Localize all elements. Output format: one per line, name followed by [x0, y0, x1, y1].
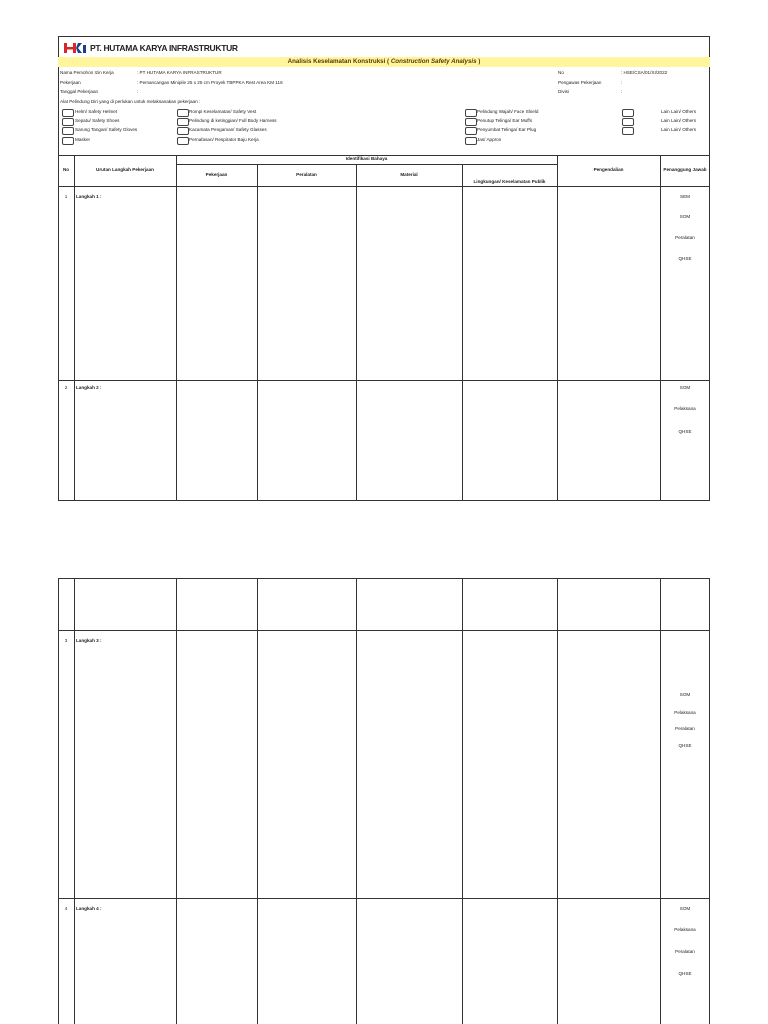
col-header-pekerjaan: Pekerjaan [205, 172, 228, 177]
col-header-no: No [62, 167, 70, 172]
apd-checkbox[interactable] [465, 109, 477, 117]
apd-checkbox[interactable] [622, 109, 634, 117]
pekerjaan-value: : Pemancangan Minipile 25 x 25 cm Proyek TBPPKA Rest Area KM 116 [137, 80, 283, 85]
company-logo-icon [64, 41, 88, 55]
page-title: Analisis Keselamatan Konstruksi ( Construction Safety Analysis ) [287, 58, 481, 65]
col-header-urutan: Urutan Langkah Pekerjaan [96, 167, 154, 172]
row-pj: Pelaksana [674, 710, 696, 715]
apd-label: Pelindung Wajah/ Face Shield [477, 109, 539, 114]
col-header-peralatan: Peralatan [296, 172, 317, 177]
apd-checkbox[interactable] [177, 118, 189, 126]
pemohon-value: : PT HUTAMA KARYA INFRASTRUKTUR [137, 70, 222, 75]
divisi-value: : [621, 89, 623, 94]
apd-checkbox[interactable] [465, 127, 477, 135]
apd-label: Penutup Telinga/ Ear Muffs [477, 118, 532, 123]
row-step: Langkah 2 : [76, 385, 102, 390]
apd-checkbox[interactable] [465, 118, 477, 126]
row-pj: QHSE [678, 429, 692, 434]
row-step: Langkah 4 : [76, 906, 102, 911]
apd-label: Kacamata Pengaman/ Safety Glasses [189, 127, 267, 132]
pengawas-value: : [621, 80, 623, 85]
apd-label: Jas/ Appron [477, 137, 502, 142]
apd-checkbox[interactable] [62, 118, 74, 126]
row-pj: Peralatan [675, 235, 695, 240]
row-step: Langkah 3 : [76, 638, 102, 643]
col-header-lingkungan: Lingkungan/ Keselamatan Publik [473, 179, 546, 184]
col-header-pengendalian: Pengendalian [593, 167, 624, 172]
apd-intro: Alat Pelindung Diri yang di perlukan untuk melaksanakan pekerjaan : [60, 99, 201, 104]
pengawas-label: Pengawas Pekerjaan [558, 80, 602, 85]
row-no: 2 [64, 385, 68, 390]
row-pj: SOM [679, 385, 691, 390]
tanggal-label: Tanggal Pekerjaan [60, 89, 99, 94]
row-pj: Peralatan [675, 949, 695, 954]
apd-checkbox[interactable] [622, 127, 634, 135]
row-no: 4 [64, 906, 68, 911]
row-pj: SOM [679, 214, 691, 219]
apd-label: Helm/ Safety Helmet [75, 109, 118, 114]
col-header-material: Material [400, 172, 418, 177]
pekerjaan-label: Pekerjaan [60, 80, 81, 85]
row-pj: SEM [680, 194, 690, 199]
row-pj: QHSE [678, 743, 692, 748]
no-label: No [558, 70, 564, 75]
no-value: : HSE/CSA/01/XI/2022 [621, 70, 668, 75]
row-no: 1 [64, 194, 68, 199]
apd-label: Sepatu/ Safety Shoes [75, 118, 120, 123]
apd-checkbox[interactable] [62, 127, 74, 135]
apd-label: Pernafasan/ Respirator Baju Kerja [189, 137, 259, 142]
row-pj: Pelaksana [674, 406, 696, 411]
pemohon-label: Nama Pemohon Izin Kerja [60, 70, 114, 75]
row-pj: SOM [679, 906, 691, 911]
col-header-penanggung: Penanggung Jawab [663, 167, 707, 172]
apd-checkbox[interactable] [177, 127, 189, 135]
row-pj: QHSE [678, 256, 692, 261]
tanggal-value: : [137, 89, 139, 94]
apd-checkbox[interactable] [622, 118, 634, 126]
apd-checkbox[interactable] [177, 109, 189, 117]
apd-checkbox[interactable] [62, 137, 74, 145]
row-pj: Peralatan [675, 726, 695, 731]
apd-label: Rompi Keselamatan/ Safety Vest [189, 109, 257, 114]
apd-label: Lain Lain/ Others [661, 118, 696, 123]
apd-label: Masker [75, 137, 91, 142]
apd-label: Lain Lain/ Others [661, 127, 696, 132]
divisi-label: Divisi [558, 89, 569, 94]
row-pj: SOM [679, 692, 691, 697]
apd-label: Penyumbat Telinga/ Ear Plug [477, 127, 537, 132]
row-pj: Pelaksana [674, 927, 696, 932]
apd-label: Pelindung di ketinggian/ Full Body Harness [189, 118, 277, 123]
apd-label: Sarung Tangan/ Safety Gloves [75, 127, 138, 132]
col-header-identifikasi: Identifikasi Bahaya [345, 156, 388, 161]
apd-label: Lain Lain/ Others [661, 109, 696, 114]
apd-checkbox[interactable] [465, 137, 477, 145]
apd-checkbox[interactable] [62, 109, 74, 117]
row-step: Langkah 1 : [76, 194, 102, 199]
row-pj: QHSE [678, 971, 692, 976]
apd-checkbox[interactable] [177, 137, 189, 145]
row-no: 3 [64, 638, 68, 643]
company-name: PT. HUTAMA KARYA INFRASTRUKTUR [90, 43, 238, 53]
